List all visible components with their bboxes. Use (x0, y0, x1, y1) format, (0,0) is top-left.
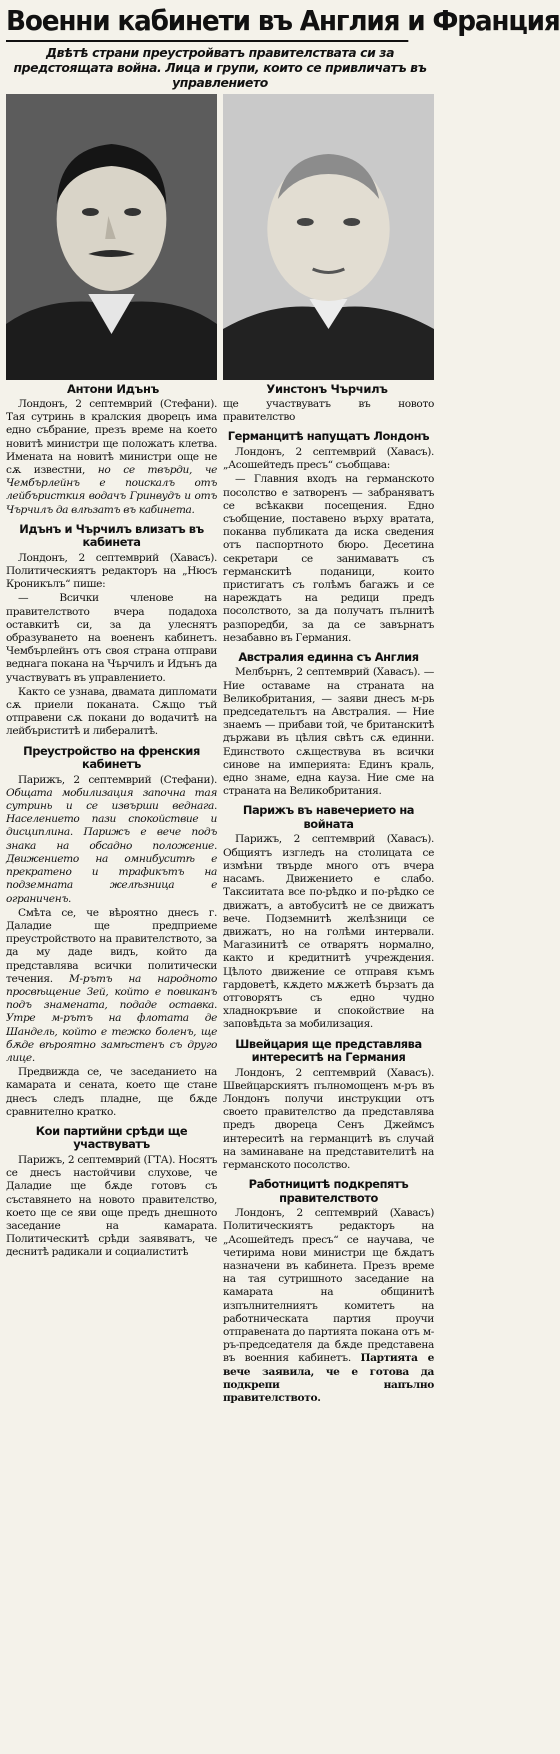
section-heading: Идънъ и Чърчилъ влизатъ въ кабинета (19, 521, 204, 550)
paragraph: Лондонъ, 2 септемврий (Хавасъ). Швейцарскиятъ пълномощенъ м-ръ въ Лондонъ получи инструкции отъ своето правителство да представлява предъ двореца Сенъ Джеймсъ интереситѣ на германцитѣ въ случай на заминаване на представителитѣ на германското посолство. (223, 1066, 434, 1171)
section-heading: Работницитѣ подкрепятъ правителството (248, 1177, 409, 1205)
section-heading: Швейцария ще представлява интереситѣ на Германия (235, 1036, 422, 1065)
paragraph: Лондонъ, 2 септемврий (Хавасъ). „Асошейтедъ пресъ“ съобщава: (223, 445, 434, 472)
intro-paragraph: Лондонъ, 2 септемврий (Стефани). Тая сутринь в кралския дворецъ има едно събрание, презъ време на което новитѣ министри ще положатъ клетва. Имената на новитѣ министри още не сѫ известни, но се твърди, че Чембърлейнъ е поискалъ отъ лейбъристкия водачъ Гринвудъ и отъ Чърчилъ да влѣзатъ въ кабинета. (6, 398, 217, 516)
photo-captions (6, 382, 434, 396)
section-heading: Преустройство на френския кабинетъ (23, 743, 200, 772)
paragraph: — Всички членове на правителството вчера подадоха оставкитѣ си, за да улеснятъ образуването на воененъ кабинетъ. Чембърлейнъ отъ своя страна отправи веднага покана на Чърчилъ и Идънъ да участвуватъ въ управлението. (6, 592, 217, 684)
paragraph: Предвижда се, че заседанието на камарата и сената, което ще стане днесъ следъ пладне, ще бѫде сравнително кратко. (6, 1066, 217, 1118)
section-heading: Парижъ въ навечерието на войната (242, 803, 415, 831)
paragraph: Мелбърнъ, 2 септемврий (Хавасъ). — Ние оставаме на страната на Великобритания, — заяви днесъ м-рь председательтъ на Австралия. — Ние знаемъ — прибави той, че британскитѣ държави въ цѣлия свѣтъ сѫ единни. Единството сѫществува въ всички синове на империята: Единъ краль, едно знаме, една кауза. Ние сме на страната на Великобритания. (223, 666, 434, 798)
subheadline: Двѣтѣ страни преустройватъ правителствата си за предстоящата война. Лица и групи, които се привличатъ въ управлението (13, 45, 427, 90)
continued-paragraph: ще участвуватъ въ новото правителство (223, 398, 434, 424)
section-heading: Австралия единна съ Англия (238, 649, 419, 664)
right-column (223, 398, 434, 1406)
paragraph: — Главния входъ на германското посолство е затворенъ — забраняватъ се всѣкакви посещения. Едно съобщение, поставено върху вратата, поканва публиката да иска сведения отъ паспортното бюро. Десетина секретари се занимаватъ съ германскитѣ поданици, които пристигатъ съ голѣмъ багажъ и се нареждатъ на редици предъ посолството, за да получатъ пълнитѣ разпоредби, за да се завърнатъ незабавно въ Германия. (223, 473, 434, 644)
paragraph: Смѣта се, че вѣроятно днесъ г. Даладие ще предприеме преустройството на правителството, за да му даде видъ, който да представлява всички политически течения. М-рътъ на народното просвѣщение Зей, който е повиканъ подъ знамената, подаде оставка. Утре м-рътъ на флотата де Шандель, който е тежко боленъ, ще бѫде вѣроятно замѣстенъ съ друго лице. (6, 906, 217, 1064)
paragraph: Лондонъ, 2 септемврий (Хавасъ) Политическиятъ редакторъ на „Асошейтедъ пресъ“ се научава, че четирима нови министри ще бѫдатъ назначени въ кабинета. Презъ време на тая сутришното заседание на камарата на общинитѣ изпълнителниятъ комитетъ на работническата партия проучи отправената до партията покана отъ м-ръ-председателя да бѫде представена въ военния кабинетъ. Партията е вече заявила, че е готова да подкрепи напълно правителството. (223, 1207, 434, 1404)
paragraph: Парижъ, 2 септемврий (Хавасъ). Общиятъ изгледъ на столицата се измѣни твърде много отъ вчера насамъ. Движението е слабо. Таксиитата все по-рѣдко и по-рѣдко се движатъ, а автобуситѣ не се движатъ вече. Подземнитѣ желѣзници се движатъ, но на голѣми интервали. Магазинитѣ се отварятъ нормално, както и кредитнитѣ учреждения. Цѣлото движение се отправя къмъ гардоветѣ, кѫдето мѫжетѣ бързатъ да отговорятъ съ едно чудно хладнокръвие и спокойствие на заповѣдьта за мобилизация. (223, 833, 434, 1031)
portrait-churchill (223, 94, 434, 380)
left-column (6, 398, 217, 1406)
section-heading: Кои партийни срѣди ще участвуватъ (35, 1123, 188, 1152)
photo-row (6, 94, 434, 380)
paragraph: Парижъ, 2 септемврий (Стефани). Общата мобилизация започна тая сутринь и се извърши веднага. Населението пази спокойствие и дисциплина. Парижъ е вече подъ знака на обсадно положение. Движението на омнибуситѣ е прекратено и трафикътъ на подземната желѣзница е ограниченъ. (6, 773, 217, 905)
paragraph: Лондонъ, 2 септемврий (Хавасъ). Политическиятъ редакторъ на „Нюсъ Кроникълъ“ пише: (6, 551, 217, 591)
caption-churchill: Уинстонъ Чърчилъ (266, 382, 388, 396)
paragraph: Парижъ, 2 септемврий (ГТА). Носятъ се днесъ настойчиви слухове, че Даладие ще бѫде готовъ съ съставянето на новото правителство, което ще се яви още предъ днешното заседание на камарата. Политическитѣ срѣди заявяватъ, че деснитѣ радикали и социалиститѣ (6, 1153, 217, 1259)
paragraph: Както се узнава, двамата дипломати сѫ приели поканата. Сѫщо тъй отправени сѫ покани до водачитѣ на лейбъриститѣ и либералитѣ. (6, 685, 217, 738)
headline: Военни кабинети въ Англия и Франция (6, 4, 408, 42)
portrait-eden (6, 94, 217, 380)
section-heading: Германцитѣ напущатъ Лондонъ (227, 429, 430, 444)
caption-eden: Антони Идънъ (67, 382, 159, 396)
article-columns (6, 398, 434, 1406)
